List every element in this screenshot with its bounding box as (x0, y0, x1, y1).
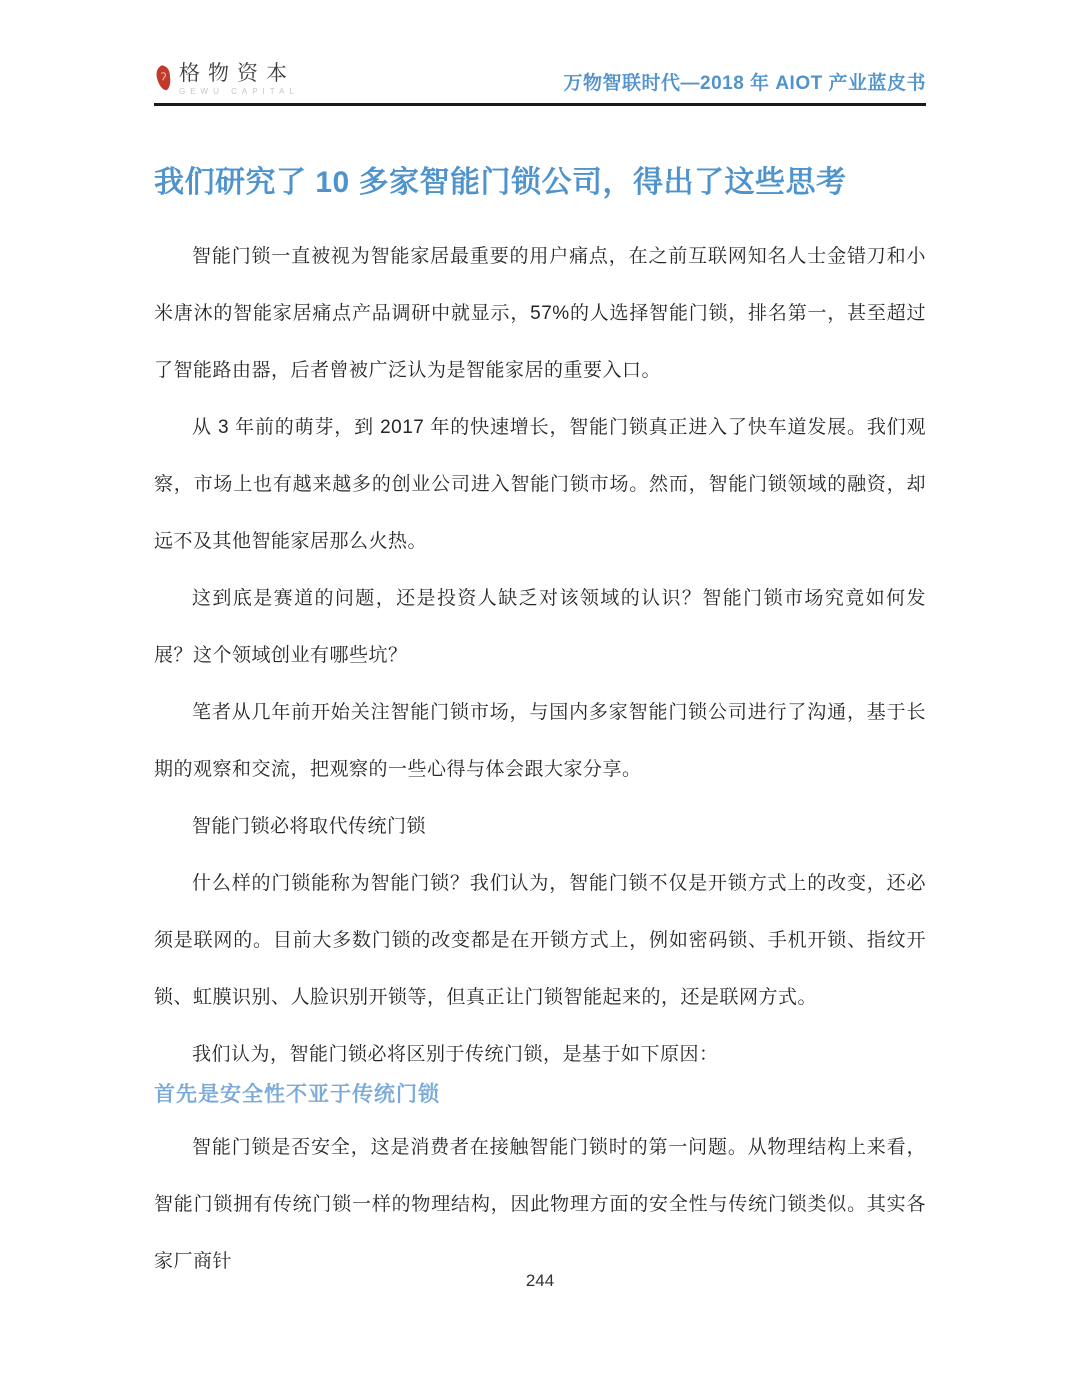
logo-subtitle: GEWU CAPITAL (179, 87, 299, 97)
header-divider (154, 103, 926, 106)
paragraph: 什么样的门锁能称为智能门锁？我们认为，智能门锁不仅是开锁方式上的改变，还必须是联网的。目前大多数门锁的改变都是在开锁方式上，例如密码锁、手机开锁、指纹开锁、虹膜识别、人脸识别开锁等，但真正让门锁智能起来的，还是联网方式。 (154, 873, 926, 1008)
paragraph: 我们认为，智能门锁必将区别于传统门锁，是基于如下原因： (192, 1044, 719, 1065)
logo (154, 62, 299, 97)
page-header (154, 0, 926, 97)
page-footer (0, 1271, 1080, 1291)
logo-seal-icon (154, 64, 174, 97)
paragraph: 智能门锁必将取代传统门锁 (192, 816, 427, 837)
article (154, 162, 926, 1290)
article-title: 我们研究了 10 多家智能门锁公司，得出了这些思考 (154, 166, 847, 199)
article-body (154, 228, 926, 1290)
section-subheading: 首先是安全性不亚于传统门锁 (154, 1083, 440, 1106)
paragraph: 智能门锁一直被视为智能家居最重要的用户痛点，在之前互联网知名人士金错刀和小米唐沐的智能家居痛点产品调研中就显示，57%的人选择智能门锁，排名第一，甚至超过了智能路由器，后者曾被广泛认为是智能家居的重要入口。 (154, 246, 926, 381)
paragraph: 从 3 年前的萌芽，到 2017 年的快速增长，智能门锁真正进入了快车道发展。我们观察，市场上也有越来越多的创业公司进入智能门锁市场。然而，智能门锁领域的融资，却远不及其他智能家居那么火热。 (154, 417, 926, 552)
paragraph: 智能门锁是否安全，这是消费者在接触智能门锁时的第一问题。从物理结构上来看，智能门锁拥有传统门锁一样的物理结构，因此物理方面的安全性与传统门锁类似。其实各家厂商针 (154, 1137, 926, 1272)
paragraph: 笔者从几年前开始关注智能门锁市场，与国内多家智能门锁公司进行了沟通，基于长期的观察和交流，把观察的一些心得与体会跟大家分享。 (154, 702, 926, 780)
paragraph: 这到底是赛道的问题，还是投资人缺乏对该领域的认识？智能门锁市场究竟如何发展？这个领域创业有哪些坑？ (154, 588, 926, 666)
logo-name: 格物资本 (179, 62, 295, 85)
page-number: 244 (525, 1271, 555, 1290)
header-report-title: 万物智联时代—2018 年 AIOT 产业蓝皮书 (563, 73, 926, 94)
